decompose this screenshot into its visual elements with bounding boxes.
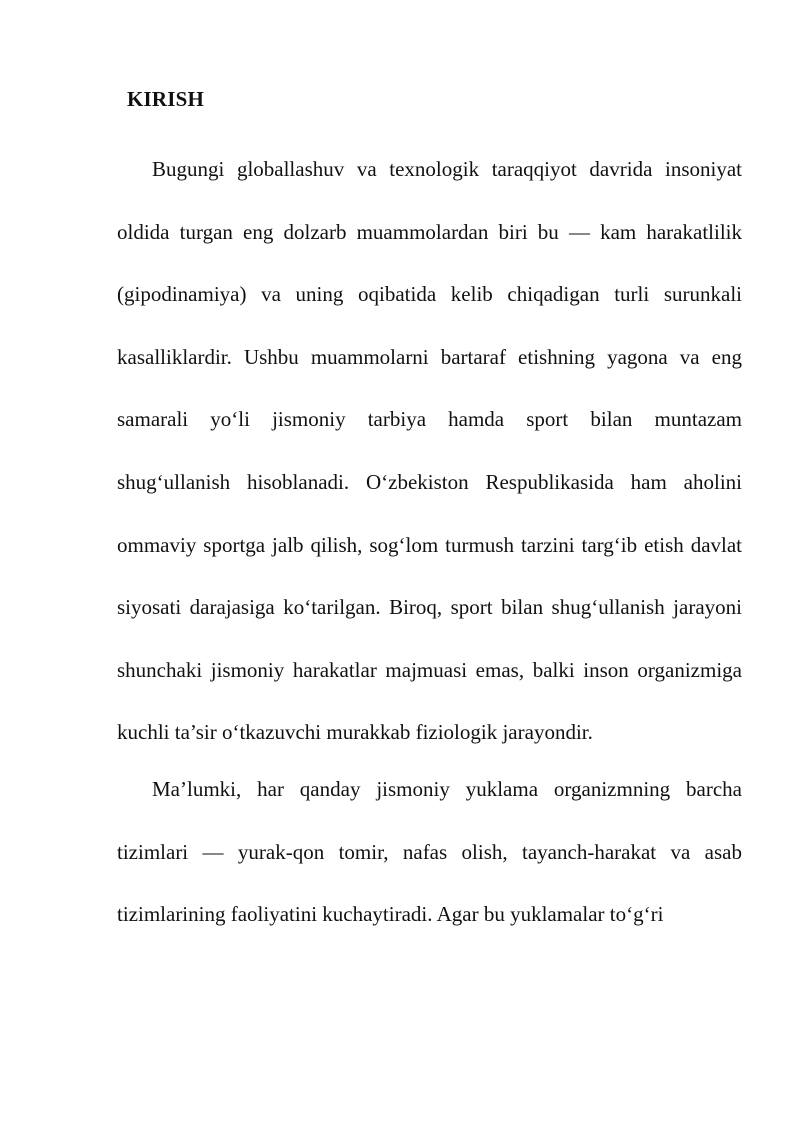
paragraph-1: Bugungi globallashuv va texnologik taraqqiyot davrida insoniyat oldida turgan eng dolzarb muammolardan biri bu — kam harakatlilik (gipodinamiya) va uning oqibatida kelib chiqadigan turli surunkali kasalliklardir. Ushbu muammolarni bartaraf etishning yagona va eng samarali yo‘li jismoniy tarbiya hamda sport bilan muntazam shug‘ullanish hisoblanadi. O‘zbekiston Respublikasida ham aholini ommaviy sportga jalb qilish, sog‘lom turmush tarzini targ‘ib etish davlat siyosati darajasiga ko‘tarilgan. Biroq, sport bilan shug‘ullanish jarayoni shunchaki jismoniy harakatlar majmuasi emas, balki inson organizmiga kuchli ta’sir o‘tkazuvchi murakkab fiziologik jarayondir.: [117, 157, 742, 745]
section-heading: KIRISH: [127, 87, 205, 111]
paragraph-2: Ma’lumki, har qanday jismoniy yuklama organizmning barcha tizimlari — yurak-qon tomir, nafas olish, tayanch-harakat va asab tizimlarining faoliyatini kuchaytiradi. Agar bu yuklamalar to‘g‘ri: [117, 776, 742, 927]
document-body: [117, 138, 742, 946]
